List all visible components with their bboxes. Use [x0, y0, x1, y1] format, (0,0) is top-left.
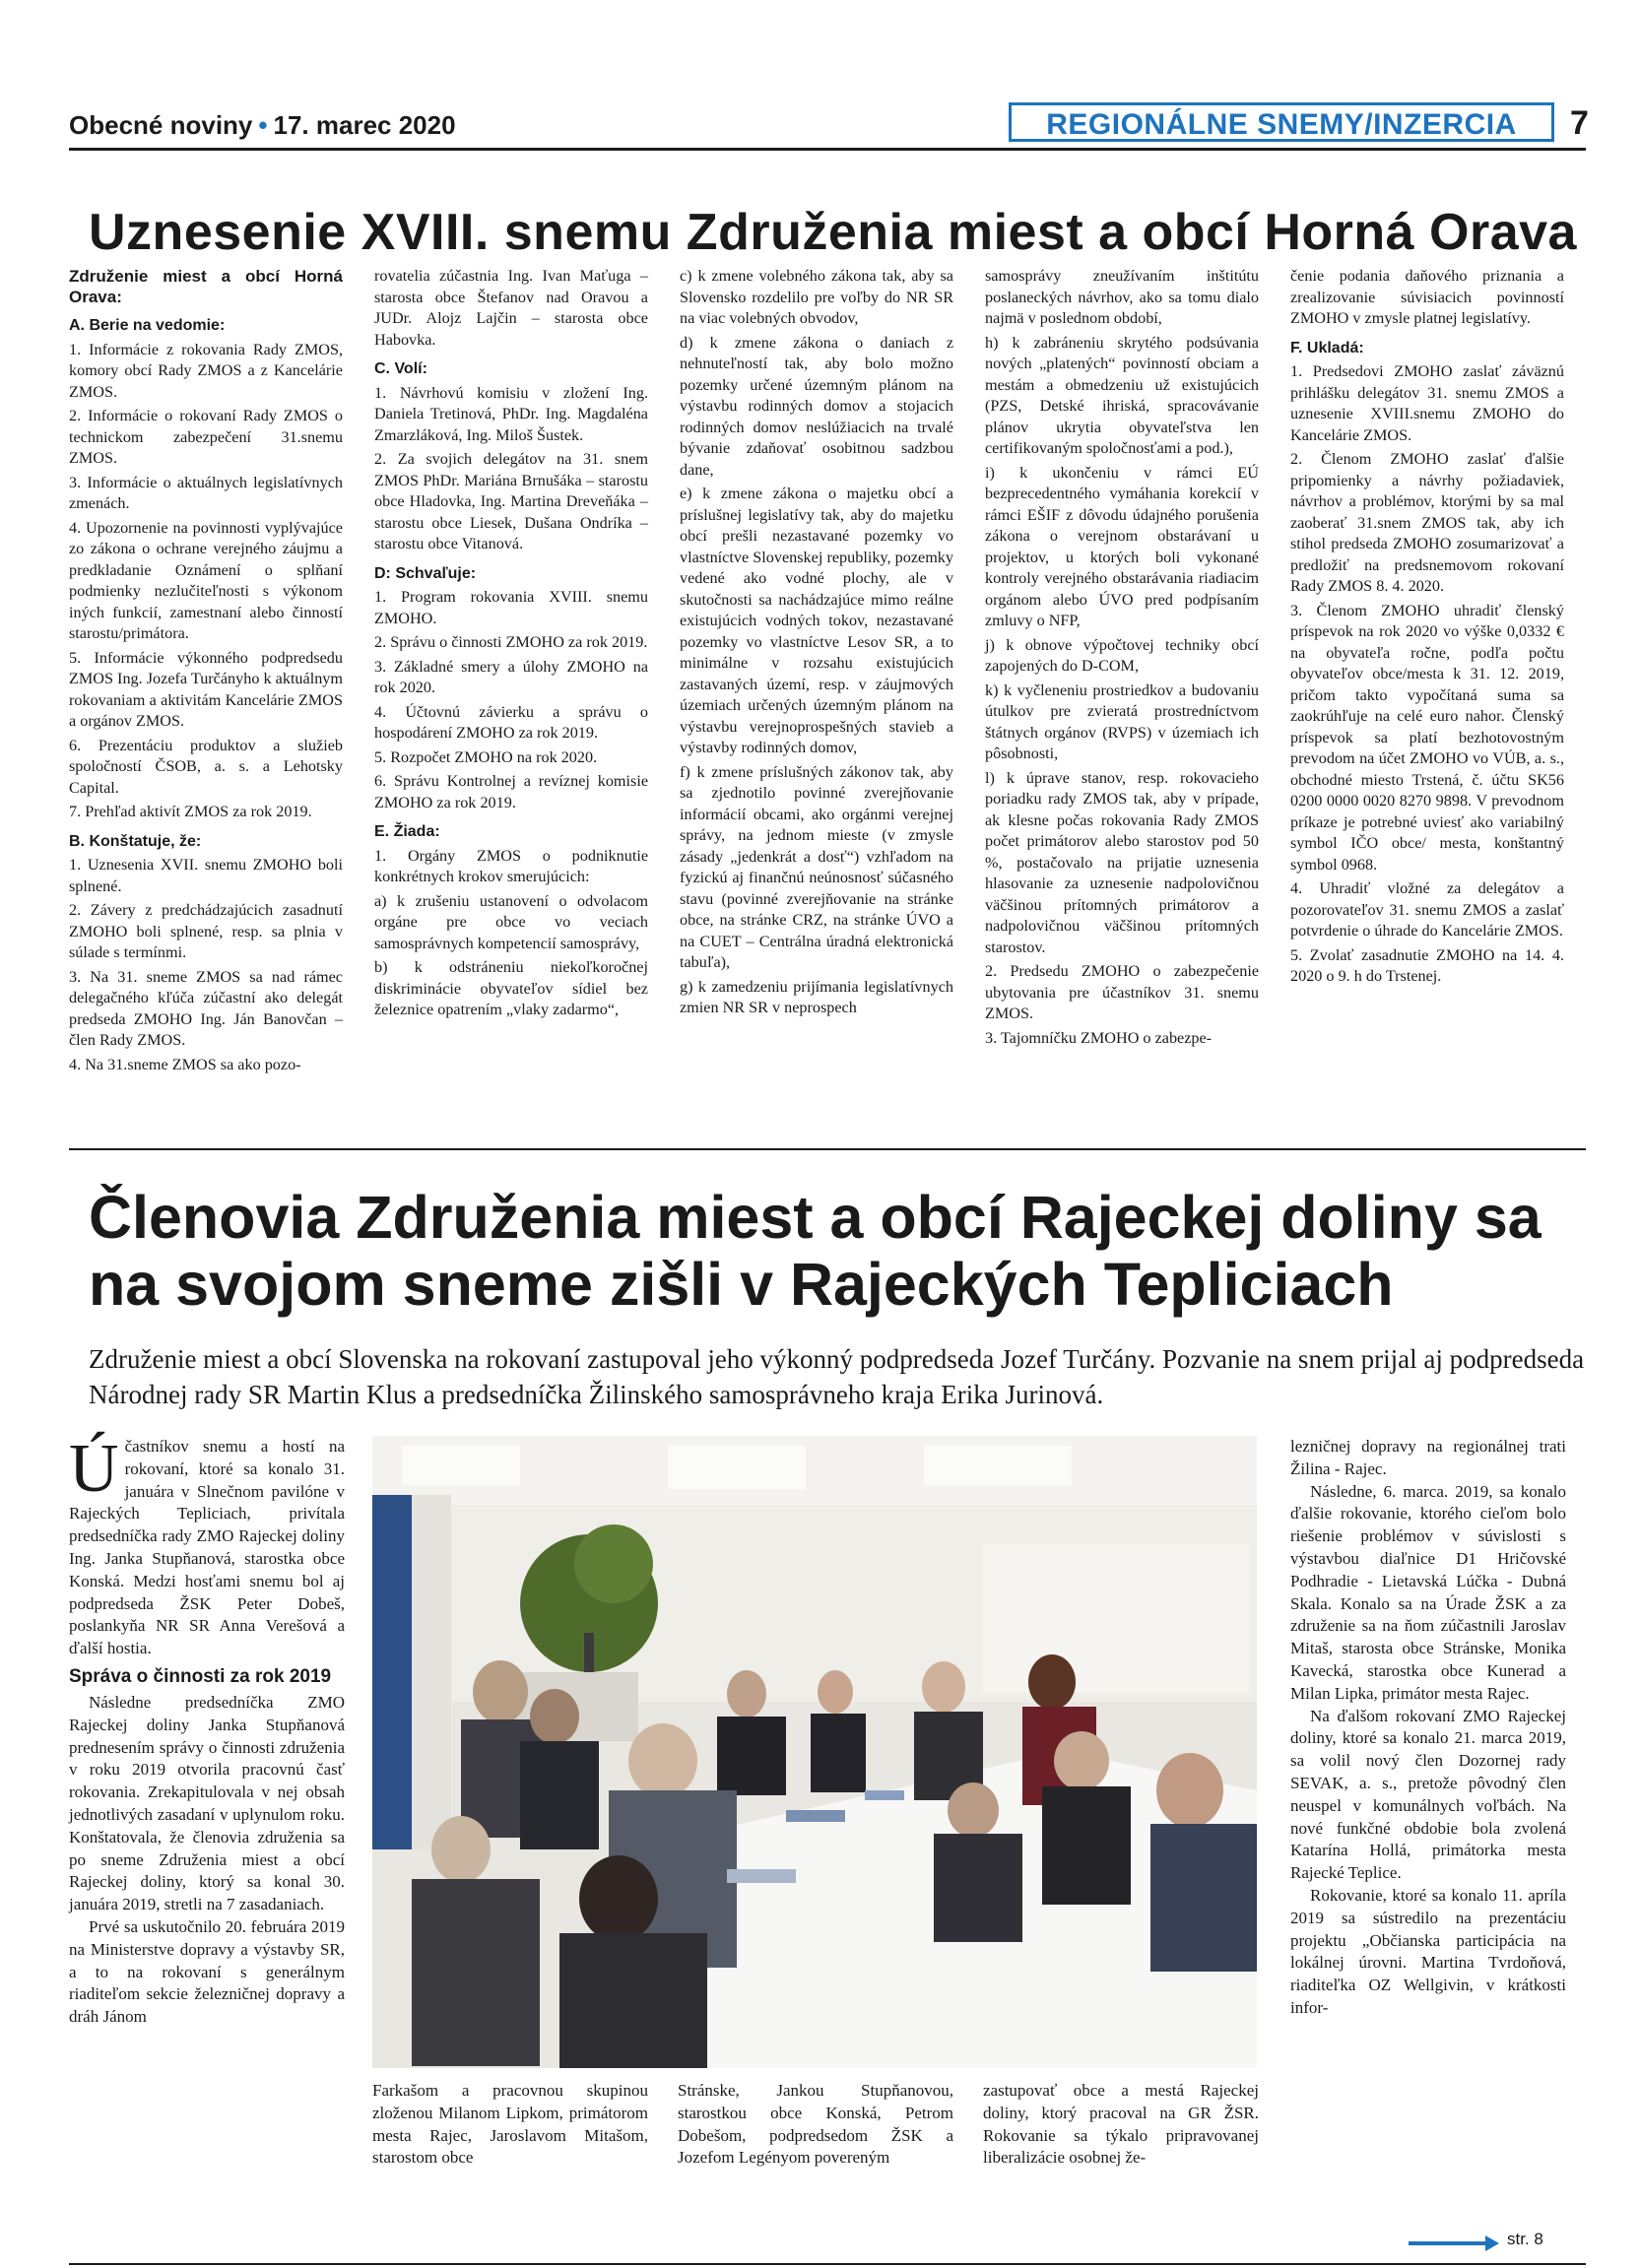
- list-item: 4. Na 31.sneme ZMOS sa ako pozo-: [69, 1055, 301, 1073]
- section-heading: A. Berie na vedomie:: [69, 317, 226, 334]
- section-heading: B. Konštatuje, že:: [69, 832, 202, 850]
- list-item: 6. Prezentáciu produktov a služieb spoločností ČSOB, a. s. a Lehotsky Capital.: [69, 736, 343, 797]
- page-number: 7: [1570, 104, 1589, 142]
- list-item: g) k zamedzeniu prijímania legislatívnych zmien NR SR v neprospech: [680, 977, 953, 1016]
- meeting-photo-illustration: [372, 1436, 1257, 2068]
- list-item: l) k úprave stanov, resp. rokovacieho poriadku rady ZMOS tak, aby v prípade, ak klesne počas rokovania Rady ZMOS počet primátorov alebo starostov pod 50 %, postačovalo na prijatie uznesenia hlasovanie za uznesenie nadpolovičnou väčšinou prítomných primátorov a nadpolovičnou väčšinou prítomných starostov.: [985, 768, 1259, 956]
- list-item: k) k vyčleneniu prostriedkov a budovaniu útulkov pre zvieratá prostredníctvom štátnych orgánov (RVPS) v územiach ich pôsobnosti,: [985, 680, 1259, 762]
- continue-arrow-icon: [1485, 2236, 1499, 2251]
- list-item: 2. Závery z predchádzajúcich zasadnutí ZMOHO boli splnené, resp. sa plnia v súlade s termínmi.: [69, 901, 343, 961]
- section-heading: E. Žiada:: [374, 823, 440, 840]
- list-item: f) k zmene príslušných zákonov tak, aby sa zjednotilo povinné zverejňovanie informácií obcami, ako orgánmi verejnej správy, na jednom mieste (v zmysle zásady „jedenkrát a dosť“) vzhľadom na fyzickú aj finančnú neúnosnosť súčasného stavu (povinné zverejňovanie na stránke obce, na stránke CRZ, na stránke ÚVO a na CUET – Centrálna úradná elektronická tabuľa),: [680, 762, 953, 971]
- list-item: 1. Informácie z rokovania Rady ZMOS, komory obcí Rady ZMOS a z Kancelárie ZMOS.: [69, 340, 343, 401]
- running-header: [69, 110, 456, 141]
- section-heading: C. Volí:: [374, 360, 427, 377]
- paragraph: Na ďalšom rokovaní ZMO Rajeckej doliny, ktoré sa konalo 21. marca 2019, sa volil nový člen Dozornej rady SEVAK, a. s., pretože pôvodný člen neuspel v komunálnych voľbách. Na nové funkčné obdobie bola zvolená Katarína Hollá, primátorka mesta Rajecké Teplice.: [1290, 1706, 1566, 1883]
- list-item: e) k zmene zákona o majetku obcí a príslušnej legislatívy tak, aby do majetku obcí prešli nezastavané pozemky vo vlastníctve Slovenskej republiky, pozemky vedené ako vodné plochy, ale v skutočnosti sa nachádzajúce mimo reálne existujúcich vodných tokov, nezastavané pozemky vo vlastníctve Lesov SR, a to minimálne v rozsahu existujúcich zastavaných území, resp. v záujmových územiach určených územným plánom na výstavbu verejnoprospešných stavieb a výstavby rodinných domov,: [680, 485, 953, 756]
- list-item: 1. Predsedovi ZMOHO zaslať záväznú prihlášku delegátov 31. snemu ZMOS a uznesenie XVIII.snemu ZMOHO do Kancelárie ZMOS.: [1290, 362, 1564, 444]
- article1-column-2: [374, 266, 648, 1024]
- list-item: a) k zrušeniu ustanovení o odvolacom orgáne pre obce vo veciach samosprávnych kompetencií samosprávy,: [374, 891, 648, 952]
- paragraph: lezničnej dopravy na regionálnej trati Žilina - Rajec.: [1290, 1437, 1566, 1478]
- list-item: 1. Uznesenia XVII. snemu ZMOHO boli splnené.: [69, 856, 343, 895]
- article2-column-right: [1290, 1436, 1566, 2020]
- section-heading: Správa o činnosti za rok 2019: [69, 1665, 332, 1687]
- list-item: 4. Upozornenie na povinnosti vyplývajúce zo zákona o ochrane verejného záujmu a predkladanie Oznámení o splňaní podmienky nezlučiteľnosti s výkonom iných funkcií, zamestnaní alebo činností starostu/primátora.: [69, 518, 343, 642]
- list-item: d) k zmene zákona o daniach z nehnuteľností tak, aby bolo možno pozemky určené územným plánom na výstavbu rodinných domov a stojacich rodinných domov neslúžiacich na trvalé bývanie zdaňovať osobitnou sadzbou dane,: [680, 333, 953, 479]
- photo-caption-3: zastupovať obce a mestá Rajeckej doliny, ktorý pracoval na GR ŽSR. Rokovanie sa týkalo pripravovanej liberalizácie osobnej že-: [983, 2081, 1259, 2168]
- list-item: i) k ukončeniu v rámci EÚ bezprecedentného vymáhania korekcií v rámci EŠIF z dôvodu údajného porušenia zákona o verejnom obstarávaní u projektov, u ktorých boli vykonané kontroly verejného obstarávania riadiacim orgánom alebo ÚVO pred podpísaním zmluvy o NFP,: [985, 463, 1259, 629]
- list-item: samosprávy zneužívaním inštitútu poslaneckých návrhov, ako sa tomu dialo najmä v poslednom období,: [985, 267, 1259, 327]
- photo-caption-2: Stránske, Jankou Stupňanovou, starostkou obce Konská, Petrom Dobešom, podpredsedom ŽSK a Jozefom Legényom povereným: [678, 2081, 953, 2168]
- paragraph: Následne, 6. marca. 2019, sa konalo ďalšie rokovanie, ktorého cieľom bolo riešenie problémov v súvislosti s výstavbou diaľnice D1 Hričovské Podhradie - Lietavská Lúčka - Dubná Skala. Konalo sa na Úrade ŽSK a za združenie sa na ňom zúčastnili Jaroslav Mitaš, starosta obce Stránske, Monika Kavecká, starostka obce Kunerad a Milan Lipka, primátor mesta Rajec.: [1290, 1481, 1566, 1703]
- list-item: j) k obnove výpočtovej techniky obcí zapojených do D-COM,: [985, 635, 1259, 675]
- list-item: h) k zabráneniu skrytého podsúvania nových „platených“ povinností obciam a mestám a obmedzeniu už existujúcich (PZS, Detské ihriská, spracovávanie plánov ukrytia obyvateľstva len certifikovaným spoločnosťami a pod.),: [985, 333, 1259, 457]
- list-item: 2. Členom ZMOHO zaslať ďalšie pripomienky a návrhy požiadaviek, návrhov a problémov, ktorými by sa mal zaoberať 31.snem ZMOS tak, aby ich stihol predseda ZMOHO zosumarizovať a predložiť na predsnemovom rokovaní Rady ZMOS 8. 4. 2020.: [1290, 450, 1564, 595]
- article-divider: [69, 1148, 1586, 1150]
- list-item: 3. Na 31. sneme ZMOS sa nad rámec delegačného kľúča zúčastní ako delegát predseda ZMOHO Ing. Ján Banovčan – člen Rady ZMOS.: [69, 967, 343, 1049]
- list-item: 1. Orgány ZMOS o podniknutie konkrétnych krokov smerujúcich:: [374, 846, 648, 885]
- list-item: 1. Program rokovania XVIII. snemu ZMOHO.: [374, 588, 648, 627]
- article1-column-4: [985, 266, 1259, 1052]
- list-item: 3. Členom ZMOHO uhradiť členský príspevok na rok 2020 vo výške 0,0332 € na obyvateľa ročne, podľa počtu obyvateľov obce/mesta k 31. 12. 2019, pričom takto vypočítaná suma sa zaokrúhľuje na celé euro nahor. Členský príspevok sa platí bezhotovostným prevodom na účet ZMOHO vo VÚB, a. s., obchodné miesto Trstená, č. účtu SK56 0200 0000 0020 8270 9898. V prevodnom príkaze je potrebné uviesť ako variabilný symbol IČO obce/ mesta, konštantný symbol 0968.: [1290, 601, 1564, 874]
- article1-column-5: [1290, 266, 1564, 991]
- paragraph: Prvé sa uskutočnilo 20. februára 2019 na Ministerstve dopravy a výstavby SR, a to na rokovaní s generálnym riaditeľom sekcie železničnej dopravy a dráh Jánom: [69, 1916, 345, 2027]
- article2-headline: Členovia Združenia miest a obcí Rajeckej doliny sa na svojom sneme zišli v Rajeckých Tepliciach: [89, 1184, 1542, 1318]
- meeting-photo: [372, 1436, 1257, 2068]
- list-item: 2. Za svojich delegátov na 31. snem ZMOS PhDr. Mariána Brnušáka – starostu obce Hladovka, Ing. Martina Dreveňáka – starostu obce Liesek, Dušana Ondríka – starostu obce Vitanová.: [374, 450, 648, 552]
- list-item: 7. Prehľad aktivít ZMOS za rok 2019.: [69, 803, 312, 820]
- list-item: 5. Informácie výkonného podpredsedu ZMOS Ing. Jozefa Turčányho k aktuálnym rokovaniam a aktivitám Kancelárie ZMOS a orgánov ZMOS.: [69, 648, 343, 730]
- section-heading: F. Ukladá:: [1290, 339, 1364, 356]
- list-item: c) k zmene volebného zákona tak, aby sa Slovensko rozdelilo pre voľby do NR SR na viac volebných obvodov,: [680, 267, 953, 327]
- paragraph: Rokovanie, ktoré sa konalo 11. apríla 2019 sa sústredilo na prezentáciu projektu „Občianska participácia na lokálnej úrovni. Martina Tvrdoňová, riaditeľka OZ Wellgivin, v krátkosti infor-: [1290, 1885, 1566, 2017]
- article2-deck: Združenie miest a obcí Slovenska na rokovaní zastupoval jeho výkonný podpredseda Jozef Turčány. Pozvanie na snem prijal aj podpredseda Národnej rady SR Martin Klus a predsedníčka Žilinského samosprávneho kraja Erika Jurinová.: [89, 1344, 1585, 1409]
- list-item: 2. Predsedu ZMOHO o zabezpečenie ubytovania pre účastníkov 31. snemu ZMOS.: [985, 962, 1259, 1022]
- paragraph: Následne predsedníčka ZMO Rajeckej doliny Janka Stupňanová prednesením správy o činnosti združenia v roku 2019 otvorila pracovnú časť rokovania. Zrekapitulovala v nej obsah jednotlivých zasadaní v uplynulom roku. Konštatovala, že členovia združenia sa po sneme Združenia miest a obcí Rajeckej doliny, ktorý sa konal 30. januára 2019, stretli na 7 zasadaniach.: [69, 1692, 345, 1914]
- list-item: 2. Informácie o rokovaní Rady ZMOS o technickom zabezpečení 31.snemu ZMOS.: [69, 407, 343, 467]
- paragraph: [69, 1431, 345, 1660]
- list-item: 6. Správu Kontrolnej a revíznej komisie ZMOHO za rok 2019.: [374, 772, 648, 811]
- list-item: 5. Zvolať zasadnutie ZMOHO na 14. 4. 2020 o 9. h do Trstenej.: [1290, 945, 1564, 985]
- column-lead: Združenie miest a obcí Horná Orava:: [69, 267, 343, 306]
- list-item: 3. Tajomníčku ZMOHO o zabezpe-: [985, 1028, 1213, 1047]
- continued-on[interactable]: str. 8: [1507, 2230, 1543, 2248]
- paragraph: čenie podania daňového priznania a zrealizovanie súvisiacich povinností ZMOHO v zmysle platnej legislatívy.: [1290, 267, 1564, 327]
- list-item: b) k odstráneniu niekoľkoročnej diskriminácie obyvateľov sídiel bez železnice opatrením „vlaky zadarmo“,: [374, 958, 648, 1018]
- list-item: 2. Správu o činnosti ZMOHO za rok 2019.: [374, 633, 648, 651]
- section-heading: D: Schvaľuje:: [374, 564, 477, 582]
- list-item: 3. Základné smery a úlohy ZMOHO na rok 2020.: [374, 657, 648, 696]
- drop-cap: Ú: [69, 1431, 119, 1507]
- continue-arrow-line: [1409, 2241, 1487, 2245]
- list-item: 4. Účtovnú závierku a správu o hospodárení ZMOHO za rok 2019.: [374, 702, 648, 742]
- article1-column-1: [69, 266, 343, 1078]
- paper-name: Obecné noviny: [69, 110, 253, 140]
- paragraph-text: častníkov snemu a hostí na rokovaní, ktoré sa konalo 31. januára v Slnečnom pavilóne v Rajeckých Tepliciach, privítala predsedníčka rady ZMO Rajeckej doliny Ing. Janka Stupňanová, starostka obce Konská. Medzi hosťami snemu bol aj podpredseda ŽSK Peter Dobeš, poslankyňa NR SR Anna Verešová a ďalší hostia.: [69, 1437, 345, 1658]
- article1-column-3: [680, 266, 953, 1022]
- header-rule: [69, 148, 1586, 151]
- footer-rule: [69, 2263, 1586, 2265]
- list-item: 3. Informácie o aktuálnych legislatívnych zmenách.: [69, 473, 343, 512]
- section-label: REGIONÁLNE SNEMY/INZERCIA: [1009, 102, 1554, 142]
- list-item: 5. Rozpočet ZMOHO na rok 2020.: [374, 747, 598, 766]
- photo-caption-1: Farkašom a pracovnou skupinou zloženou Milanom Lipkom, primátorom mesta Rajec, Jaroslavom Mitašom, starostom obce: [372, 2081, 648, 2168]
- paragraph: rovatelia zúčastnia Ing. Ivan Maťuga – starosta obce Štefanov nad Oravou a JUDr. Alojz Lajčin – starosta obce Habovka.: [374, 267, 648, 349]
- list-item: 4. Uhradiť vložné za delegátov a pozorovateľov 31. snemu ZMOS a zaslať potvrdenie o úhrade do Kancelárie ZMOS.: [1290, 879, 1564, 940]
- article2-column-1: [69, 1431, 345, 2029]
- list-item: 1. Návrhovú komisiu v zložení Ing. Daniela Tretinová, PhDr. Ing. Magdaléna Zmarzláková, Ing. Miloš Šustek.: [374, 383, 648, 444]
- separator-dot: •: [258, 110, 268, 140]
- issue-date: 17. marec 2020: [273, 110, 456, 140]
- article1-headline: Uznesenie XVIII. snemu Združenia miest a obcí Horná Orava: [89, 204, 1577, 261]
